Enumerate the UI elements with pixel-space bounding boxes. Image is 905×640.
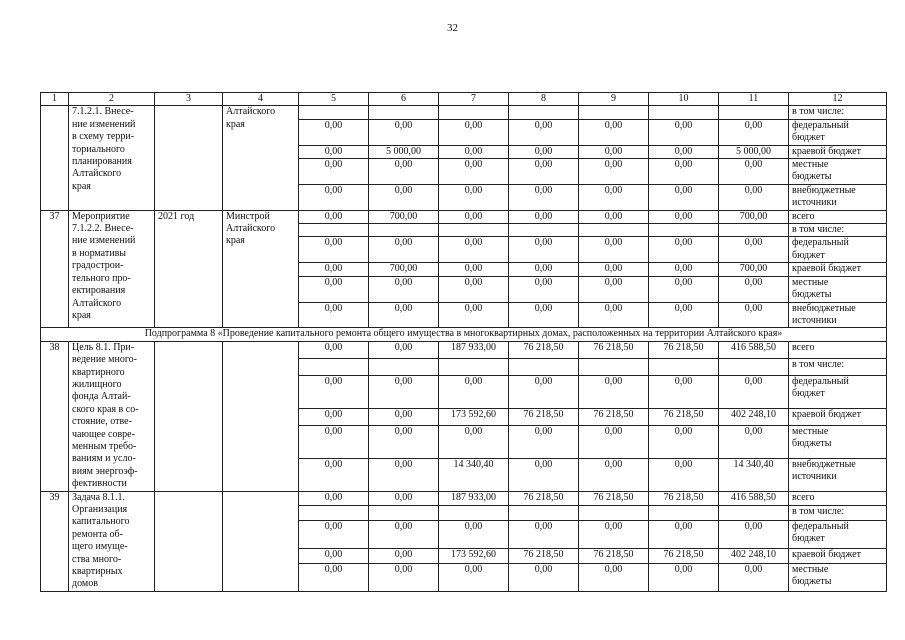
amount-cell: 76 218,50 xyxy=(649,341,719,358)
amount-cell xyxy=(299,224,369,237)
cell-line: федеральный xyxy=(792,520,849,532)
funding-source xyxy=(789,506,887,521)
amount-cell: 0,00 xyxy=(649,425,719,458)
amount-cell: 76 218,50 xyxy=(649,549,719,564)
cell-line: ремонта об- xyxy=(72,528,123,540)
cell-line: Алтайского xyxy=(72,168,122,180)
cell-line: виям энергоэф- xyxy=(72,465,138,477)
column-number: 12 xyxy=(789,93,887,106)
funding-source xyxy=(789,425,887,458)
funding-source xyxy=(789,358,887,375)
amount-cell: 187 933,00 xyxy=(439,341,509,358)
amount-cell: 0,00 xyxy=(509,520,579,548)
cell-line: фективности xyxy=(72,478,127,490)
cell-line: жилищного xyxy=(72,378,122,390)
amount-cell: 0,00 xyxy=(719,237,789,263)
amount-cell: 0,00 xyxy=(299,302,369,328)
amount-cell xyxy=(439,506,509,521)
amount-cell: 0,00 xyxy=(369,184,439,210)
cell-line: квартирного xyxy=(72,366,125,378)
funding-source xyxy=(789,237,887,263)
amount-cell xyxy=(649,358,719,375)
cell-line: федеральный xyxy=(792,237,849,249)
cell-line: всего xyxy=(792,210,815,222)
cell-line: краевой бюджет xyxy=(792,549,861,561)
amount-cell: 0,00 xyxy=(579,210,649,223)
cell-line: ектирования xyxy=(72,285,126,297)
amount-cell: 0,00 xyxy=(579,263,649,276)
cell-line: внебюджетные xyxy=(792,302,856,314)
column-number: 11 xyxy=(719,93,789,106)
amount-cell xyxy=(719,224,789,237)
amount-cell: 0,00 xyxy=(299,341,369,358)
amount-cell: 0,00 xyxy=(509,263,579,276)
funding-source xyxy=(789,263,887,276)
amount-cell: 0,00 xyxy=(509,145,579,158)
amount-cell xyxy=(299,506,369,521)
amount-cell: 0,00 xyxy=(509,425,579,458)
row-number: 37 xyxy=(41,210,69,328)
amount-cell: 76 218,50 xyxy=(509,491,579,506)
amount-cell: 0,00 xyxy=(369,563,439,591)
cell-line: федеральный xyxy=(792,119,849,131)
cell-line: тельного про- xyxy=(72,272,131,284)
amount-cell: 0,00 xyxy=(719,563,789,591)
cell-line: бюджет xyxy=(792,388,825,400)
amount-cell: 402 248,10 xyxy=(719,549,789,564)
amount-cell: 0,00 xyxy=(579,276,649,302)
cell-line: краевой бюджет xyxy=(792,408,861,420)
amount-cell: 0,00 xyxy=(509,276,579,302)
column-number: 2 xyxy=(69,93,155,106)
cell-line: в схему терри- xyxy=(72,131,135,143)
cell-line: Алтайского xyxy=(226,223,276,235)
amount-cell: 0,00 xyxy=(649,237,719,263)
executor xyxy=(223,341,299,491)
cell-line: Минстрой xyxy=(226,210,270,222)
amount-cell: 0,00 xyxy=(509,302,579,328)
amount-cell: 0,00 xyxy=(579,184,649,210)
amount-cell xyxy=(719,358,789,375)
amount-cell: 0,00 xyxy=(439,425,509,458)
amount-cell: 0,00 xyxy=(299,549,369,564)
amount-cell: 0,00 xyxy=(299,491,369,506)
cell-line: ние изменений xyxy=(72,118,136,130)
executor xyxy=(223,210,299,328)
executor xyxy=(223,491,299,591)
cell-line: края xyxy=(226,118,245,130)
amount-cell xyxy=(299,106,369,119)
implementation-period xyxy=(155,341,223,491)
amount-cell: 0,00 xyxy=(369,458,439,491)
column-number: 1 xyxy=(41,93,69,106)
cell-line: бюджеты xyxy=(792,289,832,301)
amount-cell: 0,00 xyxy=(369,408,439,425)
cell-line: ваниям и усло- xyxy=(72,453,136,465)
amount-cell: 76 218,50 xyxy=(509,341,579,358)
amount-cell: 0,00 xyxy=(649,375,719,408)
amount-cell: 0,00 xyxy=(299,237,369,263)
cell-line: края xyxy=(226,235,245,247)
amount-cell: 0,00 xyxy=(369,425,439,458)
amount-cell: 0,00 xyxy=(579,375,649,408)
amount-cell: 0,00 xyxy=(509,184,579,210)
cell-line: в нормативы xyxy=(72,247,127,259)
amount-cell: 0,00 xyxy=(439,145,509,158)
table-row xyxy=(41,491,887,506)
cell-line: градострои- xyxy=(72,260,124,272)
amount-cell: 76 218,50 xyxy=(579,491,649,506)
amount-cell: 0,00 xyxy=(719,184,789,210)
cell-line: квартирных xyxy=(72,566,123,578)
amount-cell: 5 000,00 xyxy=(369,145,439,158)
table-row xyxy=(41,341,887,358)
amount-cell: 0,00 xyxy=(439,375,509,408)
amount-cell: 0,00 xyxy=(299,184,369,210)
amount-cell: 76 218,50 xyxy=(509,408,579,425)
amount-cell: 76 218,50 xyxy=(579,549,649,564)
measure-name xyxy=(69,210,155,328)
amount-cell: 0,00 xyxy=(299,563,369,591)
cell-line: источники xyxy=(792,471,837,483)
funding-source xyxy=(789,549,887,564)
funding-source xyxy=(789,184,887,210)
amount-cell: 0,00 xyxy=(719,159,789,185)
financing-table xyxy=(40,92,887,592)
row-number: 38 xyxy=(41,341,69,491)
amount-cell: 700,00 xyxy=(369,210,439,223)
amount-cell xyxy=(509,224,579,237)
amount-cell: 187 933,00 xyxy=(439,491,509,506)
amount-cell: 0,00 xyxy=(299,159,369,185)
implementation-period: 2021 год xyxy=(155,210,223,328)
cell-line: в том числе: xyxy=(792,224,845,236)
amount-cell xyxy=(649,506,719,521)
row-number: 39 xyxy=(41,491,69,591)
cell-line: местные xyxy=(792,159,829,171)
page-number: 32 xyxy=(447,22,458,34)
cell-line: планирования xyxy=(72,156,132,168)
implementation-period xyxy=(155,491,223,591)
amount-cell xyxy=(509,506,579,521)
amount-cell: 0,00 xyxy=(439,276,509,302)
cell-line: ведение много- xyxy=(72,354,137,366)
cell-line: ториального xyxy=(72,143,125,155)
amount-cell: 416 588,50 xyxy=(719,491,789,506)
amount-cell: 0,00 xyxy=(509,210,579,223)
cell-line: Мероприятие xyxy=(72,210,130,222)
amount-cell: 0,00 xyxy=(369,276,439,302)
amount-cell: 14 340,40 xyxy=(719,458,789,491)
amount-cell xyxy=(369,506,439,521)
amount-cell: 14 340,40 xyxy=(439,458,509,491)
amount-cell: 0,00 xyxy=(579,145,649,158)
column-number: 9 xyxy=(579,93,649,106)
amount-cell: 0,00 xyxy=(369,549,439,564)
amount-cell: 0,00 xyxy=(509,375,579,408)
amount-cell: 76 218,50 xyxy=(509,549,579,564)
cell-line: краевой бюджет xyxy=(792,145,861,157)
amount-cell: 700,00 xyxy=(719,210,789,223)
amount-cell: 0,00 xyxy=(439,184,509,210)
amount-cell: 0,00 xyxy=(509,159,579,185)
cell-line: стояние, отве- xyxy=(72,416,132,428)
measure-name xyxy=(69,341,155,491)
funding-source xyxy=(789,491,887,506)
column-number: 8 xyxy=(509,93,579,106)
cell-line: местные xyxy=(792,276,829,288)
amount-cell: 0,00 xyxy=(649,210,719,223)
amount-cell: 0,00 xyxy=(579,237,649,263)
subprogram-title: Подпрограмма 8 «Проведение капитального ремонта общего имущества в многоквартирных домах, расположенных на территории Алтайского края» xyxy=(41,328,887,341)
cell-line: местные xyxy=(792,425,829,437)
cell-line: чающее совре- xyxy=(72,428,135,440)
cell-line: фонда Алтай- xyxy=(72,391,131,403)
cell-line: внебюджетные xyxy=(792,458,856,470)
amount-cell: 0,00 xyxy=(579,458,649,491)
amount-cell: 0,00 xyxy=(299,425,369,458)
amount-cell: 0,00 xyxy=(579,563,649,591)
amount-cell: 0,00 xyxy=(579,119,649,145)
cell-line: краевой бюджет xyxy=(792,263,861,275)
amount-cell: 0,00 xyxy=(719,276,789,302)
funding-source xyxy=(789,106,887,119)
amount-cell: 0,00 xyxy=(719,119,789,145)
amount-cell: 0,00 xyxy=(299,458,369,491)
funding-source xyxy=(789,302,887,328)
amount-cell: 0,00 xyxy=(649,184,719,210)
executor xyxy=(223,106,299,210)
column-number: 3 xyxy=(155,93,223,106)
subprogram-row xyxy=(41,328,887,341)
column-number: 10 xyxy=(649,93,719,106)
cell-line: домов xyxy=(72,578,98,590)
amount-cell: 0,00 xyxy=(509,237,579,263)
amount-cell: 0,00 xyxy=(439,119,509,145)
funding-source xyxy=(789,119,887,145)
amount-cell: 0,00 xyxy=(369,520,439,548)
amount-cell: 0,00 xyxy=(369,159,439,185)
amount-cell: 0,00 xyxy=(719,520,789,548)
cell-line: капитального xyxy=(72,516,130,528)
amount-cell xyxy=(579,506,649,521)
funding-source xyxy=(789,276,887,302)
funding-source xyxy=(789,520,887,548)
amount-cell: 0,00 xyxy=(439,159,509,185)
amount-cell xyxy=(649,106,719,119)
amount-cell: 700,00 xyxy=(719,263,789,276)
amount-cell: 0,00 xyxy=(579,302,649,328)
funding-source xyxy=(789,159,887,185)
cell-line: края xyxy=(72,309,91,321)
amount-cell: 173 592,60 xyxy=(439,549,509,564)
cell-line: Задача 8.1.1. xyxy=(72,491,126,503)
amount-cell: 76 218,50 xyxy=(649,491,719,506)
funding-source xyxy=(789,341,887,358)
cell-line: Алтайского xyxy=(226,106,276,118)
amount-cell: 173 592,60 xyxy=(439,408,509,425)
cell-line: бюджеты xyxy=(792,576,832,588)
amount-cell: 0,00 xyxy=(649,520,719,548)
amount-cell xyxy=(719,506,789,521)
amount-cell: 0,00 xyxy=(649,458,719,491)
table-row xyxy=(41,106,887,119)
amount-cell: 0,00 xyxy=(719,425,789,458)
amount-cell: 5 000,00 xyxy=(719,145,789,158)
amount-cell: 0,00 xyxy=(509,563,579,591)
amount-cell: 0,00 xyxy=(439,237,509,263)
amount-cell: 0,00 xyxy=(299,210,369,223)
cell-line: Алтайского xyxy=(72,297,122,309)
cell-line: ние изменений xyxy=(72,235,136,247)
amount-cell: 0,00 xyxy=(299,145,369,158)
amount-cell: 0,00 xyxy=(439,263,509,276)
cell-line: бюджет xyxy=(792,132,825,144)
column-numbers-row xyxy=(41,93,887,106)
measure-name xyxy=(69,106,155,210)
cell-line: Цель 8.1. При- xyxy=(72,341,135,353)
cell-line: местные xyxy=(792,563,829,575)
amount-cell: 0,00 xyxy=(509,119,579,145)
cell-line: 7.1.2.2. Внесе- xyxy=(72,223,134,235)
amount-cell: 0,00 xyxy=(369,119,439,145)
amount-cell: 0,00 xyxy=(649,263,719,276)
amount-cell: 0,00 xyxy=(299,408,369,425)
amount-cell: 76 218,50 xyxy=(579,341,649,358)
amount-cell: 0,00 xyxy=(579,520,649,548)
funding-source xyxy=(789,210,887,223)
amount-cell xyxy=(369,106,439,119)
amount-cell: 0,00 xyxy=(439,563,509,591)
amount-cell: 0,00 xyxy=(369,237,439,263)
amount-cell: 0,00 xyxy=(299,276,369,302)
amount-cell: 0,00 xyxy=(369,302,439,328)
amount-cell xyxy=(439,358,509,375)
amount-cell: 0,00 xyxy=(369,375,439,408)
amount-cell: 0,00 xyxy=(299,520,369,548)
amount-cell: 76 218,50 xyxy=(579,408,649,425)
cell-line: бюджет xyxy=(792,533,825,545)
amount-cell xyxy=(649,224,719,237)
cell-line: бюджет xyxy=(792,249,825,261)
implementation-period xyxy=(155,106,223,210)
table-row xyxy=(41,210,887,223)
cell-line: Организация xyxy=(72,504,128,515)
amount-cell: 0,00 xyxy=(299,263,369,276)
amount-cell xyxy=(299,358,369,375)
column-number: 5 xyxy=(299,93,369,106)
funding-source xyxy=(789,145,887,158)
funding-source xyxy=(789,563,887,591)
amount-cell: 416 588,50 xyxy=(719,341,789,358)
amount-cell: 0,00 xyxy=(649,276,719,302)
amount-cell: 0,00 xyxy=(719,302,789,328)
amount-cell xyxy=(719,106,789,119)
cell-line: внебюджетные xyxy=(792,184,856,196)
cell-line: ства много- xyxy=(72,553,122,565)
amount-cell: 0,00 xyxy=(649,563,719,591)
cell-line: бюджеты xyxy=(792,171,832,183)
amount-cell xyxy=(439,224,509,237)
cell-line: менным требо- xyxy=(72,440,137,452)
amount-cell: 0,00 xyxy=(719,375,789,408)
amount-cell: 76 218,50 xyxy=(649,408,719,425)
amount-cell: 0,00 xyxy=(439,210,509,223)
amount-cell xyxy=(579,224,649,237)
amount-cell: 700,00 xyxy=(369,263,439,276)
amount-cell: 0,00 xyxy=(299,119,369,145)
cell-line: источники xyxy=(792,197,837,209)
cell-line: всего xyxy=(792,491,815,503)
cell-line: федеральный xyxy=(792,375,849,387)
cell-line: в том числе: xyxy=(792,106,845,118)
cell-line: края xyxy=(72,180,91,192)
cell-line: всего xyxy=(792,341,815,353)
row-number xyxy=(41,106,69,210)
amount-cell: 0,00 xyxy=(649,145,719,158)
amount-cell: 0,00 xyxy=(649,159,719,185)
amount-cell: 402 248,10 xyxy=(719,408,789,425)
amount-cell xyxy=(369,358,439,375)
funding-source xyxy=(789,224,887,237)
cell-line: 7.1.2.1. Внесе- xyxy=(72,106,134,118)
cell-line: бюджеты xyxy=(792,438,832,450)
measure-name xyxy=(69,491,155,591)
cell-line: в том числе: xyxy=(792,358,845,370)
amount-cell: 0,00 xyxy=(369,341,439,358)
column-number: 4 xyxy=(223,93,299,106)
amount-cell: 0,00 xyxy=(369,491,439,506)
amount-cell xyxy=(509,106,579,119)
amount-cell xyxy=(579,358,649,375)
amount-cell: 0,00 xyxy=(509,458,579,491)
cell-line: в том числе: xyxy=(792,506,845,518)
funding-source xyxy=(789,375,887,408)
funding-source xyxy=(789,458,887,491)
amount-cell xyxy=(509,358,579,375)
amount-cell: 0,00 xyxy=(439,520,509,548)
amount-cell xyxy=(439,106,509,119)
column-number: 7 xyxy=(439,93,509,106)
cell-line: ского края в со- xyxy=(72,403,139,415)
funding-source xyxy=(789,408,887,425)
amount-cell: 0,00 xyxy=(439,302,509,328)
amount-cell: 0,00 xyxy=(649,119,719,145)
amount-cell: 0,00 xyxy=(299,375,369,408)
amount-cell xyxy=(579,106,649,119)
amount-cell: 0,00 xyxy=(579,159,649,185)
cell-line: щего имуще- xyxy=(72,541,128,553)
cell-line: источники xyxy=(792,314,837,326)
amount-cell: 0,00 xyxy=(579,425,649,458)
amount-cell xyxy=(369,224,439,237)
column-number: 6 xyxy=(369,93,439,106)
amount-cell: 0,00 xyxy=(649,302,719,328)
